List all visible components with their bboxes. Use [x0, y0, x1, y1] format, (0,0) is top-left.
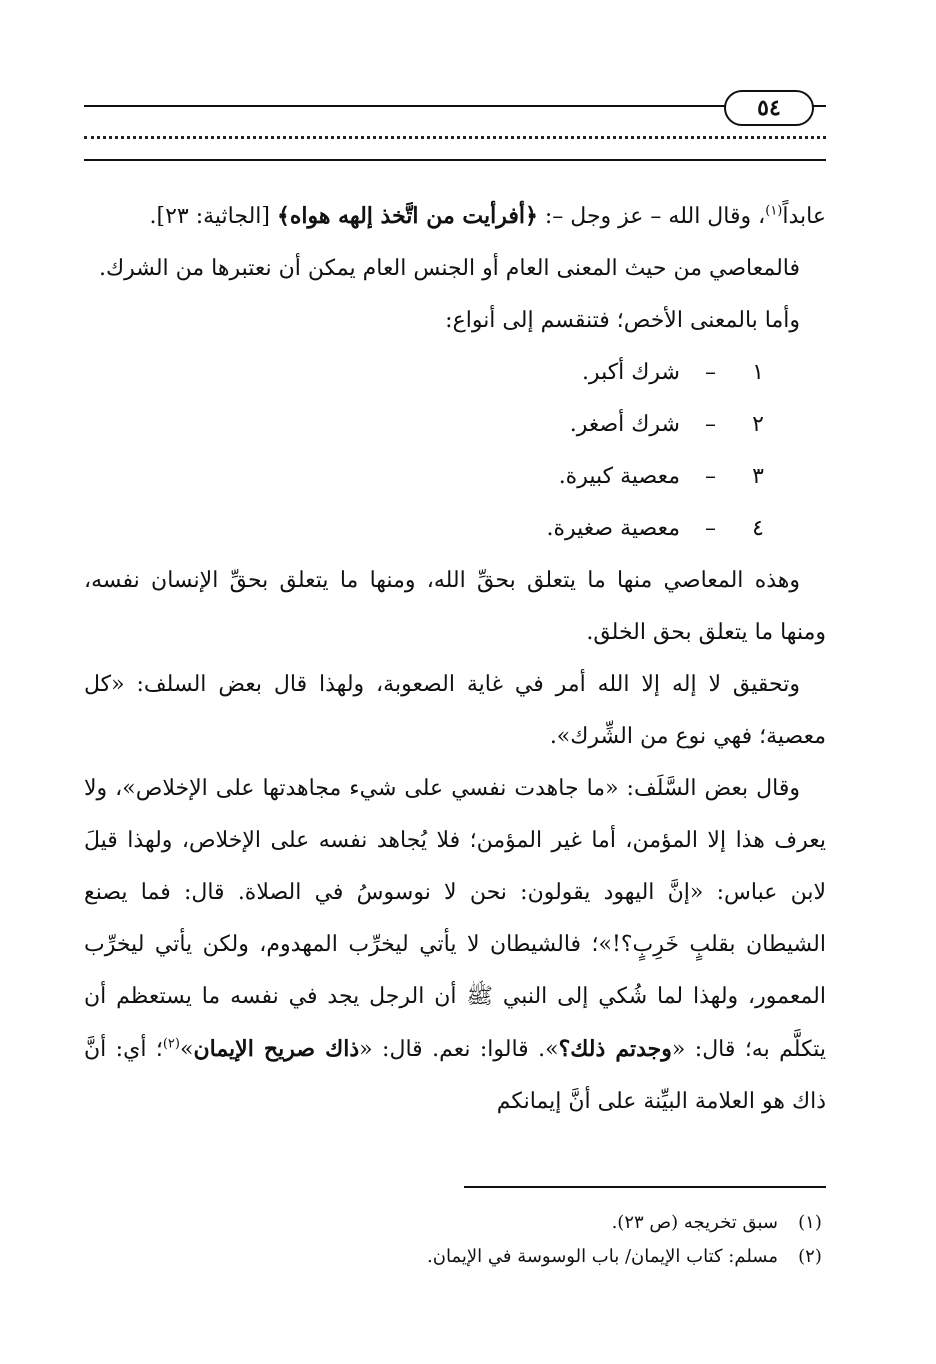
- footnote-ref-1: (١): [765, 203, 783, 219]
- paragraph-3: وأما بالمعنى الأخص؛ فتنقسم إلى أنواع:: [445, 308, 800, 333]
- footnote-item: [84, 1206, 826, 1240]
- types-list: [84, 347, 826, 555]
- text-span: ؛ أي: أنَّ ذاك هو العلامة البيِّنة على أنَّ إيمانكم: [84, 1037, 826, 1114]
- list-text: شرك أكبر.: [581, 360, 680, 385]
- text-span: [الجاثية: ٢٣].: [149, 204, 277, 229]
- text-span: »: [179, 1037, 194, 1062]
- list-text: معصية كبيرة.: [558, 464, 680, 489]
- header-rule-bottom: [84, 159, 826, 161]
- text-span: ». قالوا: نعم. قال: «: [359, 1037, 559, 1062]
- paragraph-2: فالمعاصي من حيث المعنى العام أو الجنس العام يمكن أن نعتبرها من الشرك.: [98, 256, 800, 281]
- page-header: [84, 86, 826, 166]
- footnote-text: مسلم: كتاب الإيمان/ باب الوسوسة في الإيمان.: [427, 1246, 778, 1267]
- list-dash: –: [705, 464, 716, 489]
- footnote-separator: [464, 1186, 826, 1188]
- footnote-text: سبق تخريجه (ص ٢٣).: [611, 1212, 778, 1233]
- list-number: ٢: [752, 412, 764, 437]
- footnotes: [84, 1206, 826, 1274]
- header-rule-top: [84, 105, 826, 107]
- list-item: [84, 451, 826, 503]
- text-span: وقال بعض السَّلَف: «ما جاهدت نفسي على شيء مجاهدتها على الإخلاص»، ولا يعرف هذا إلا المؤمن، أما غير المؤمن؛ فلا يُجاهد نفسه على الإخلاص، ولهذا قيلَ لابن عباس: «إنَّ اليهود يقولون: نحن لا نوسوسُ في الصلاة. قال: فما يصنع الشيطان بقلبٍ خَرِبٍ؟!»؛ فالشيطان لا يأتي ليخرِّب المهدوم، ولكن يأتي ليخرِّب المعمور، ولهذا لما شُكي إلى النبي ﷺ أن الرجل يجد في نفسه ما يستعظم أن يتكلَّم به؛ قال: «: [84, 776, 827, 1062]
- main-text: [84, 190, 826, 1128]
- footnote-ref-2: (٢): [162, 1036, 180, 1052]
- paragraph-6: وتحقيق لا إله إلا الله أمر في غاية الصعوبة، ولهذا قال بعض السلف: «كل معصية؛ فهي نوع من الشِّرك».: [84, 672, 826, 749]
- paragraph-7: [84, 763, 826, 1128]
- list-item: [84, 399, 826, 451]
- footnote-item: [84, 1240, 826, 1274]
- list-number: ٣: [752, 464, 764, 489]
- paragraph-1: [84, 190, 826, 243]
- list-dash: –: [705, 516, 716, 541]
- page-number: ٥٤: [724, 90, 814, 126]
- list-number: ٤: [752, 516, 764, 541]
- list-text: معصية صغيرة.: [546, 516, 680, 541]
- list-number: ١: [752, 360, 764, 385]
- hadith-bold: وجدتم ذلك؟: [558, 1036, 672, 1062]
- text-span: عابداً: [782, 204, 826, 229]
- list-item: [84, 347, 826, 399]
- list-text: شرك أصغر.: [569, 412, 680, 437]
- hadith-bold: ذاك صريح الإيمان: [193, 1036, 360, 1062]
- paragraph-5: وهذه المعاصي منها ما يتعلق بحقِّ الله، ومنها ما يتعلق بحقِّ الإنسان نفسه، ومنها ما يتعلق بحق الخلق.: [84, 568, 826, 645]
- list-item: [84, 503, 826, 555]
- text-span: ، وقال الله – عز وجل –:: [537, 204, 766, 229]
- list-dash: –: [705, 360, 716, 385]
- header-dotted-rule: [84, 136, 826, 139]
- quran-quote: ﴿أفرأيت من اتَّخذ إلهه هواه﴾: [276, 203, 538, 229]
- list-dash: –: [705, 412, 716, 437]
- footnote-number: (١): [798, 1212, 822, 1233]
- footnote-number: (٢): [798, 1246, 822, 1267]
